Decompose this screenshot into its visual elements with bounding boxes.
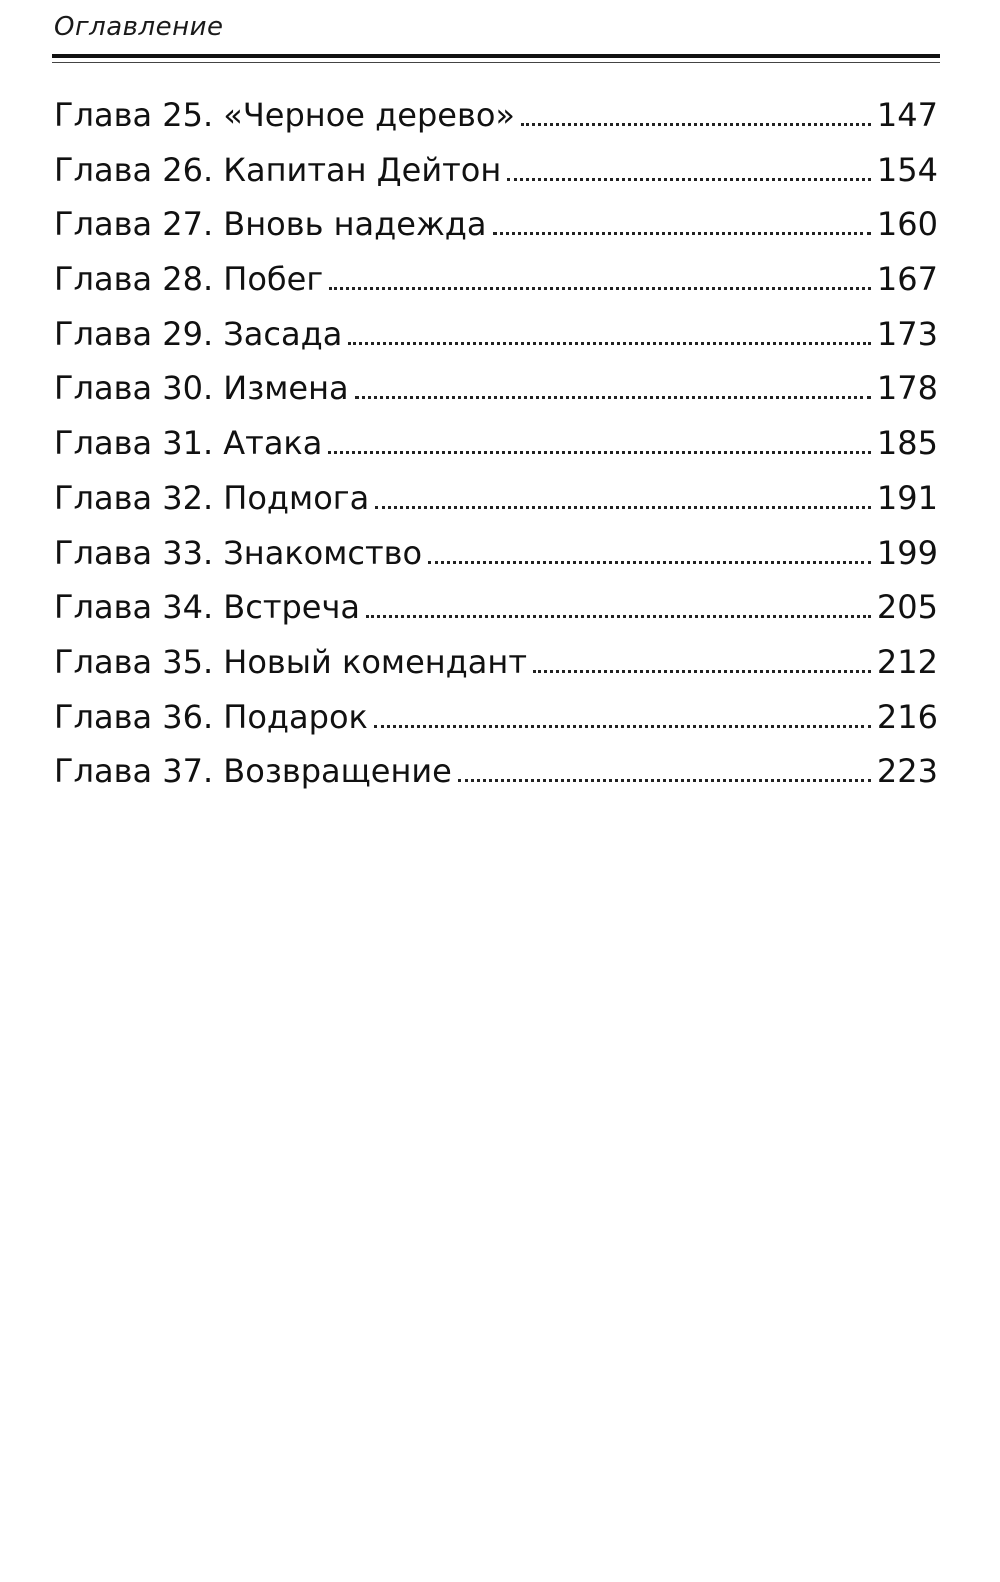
toc-entry-title: Глава 32. Подмога <box>54 478 370 517</box>
toc-entry-title: Глава 37. Возвращение <box>54 752 452 791</box>
toc-entry-page: 167 <box>876 260 938 299</box>
toc-entry-page: 154 <box>876 150 938 189</box>
toc-dot-leader <box>375 506 871 509</box>
toc-entry-page: 178 <box>876 369 938 408</box>
toc-entry <box>54 256 938 311</box>
toc-entry-page: 173 <box>876 314 938 353</box>
toc-dot-leader <box>428 561 871 564</box>
toc-entry-title: Глава 29. Засада <box>54 314 343 353</box>
toc-entry-title: Глава 27. Вновь надежда <box>54 205 487 244</box>
toc-entry <box>54 584 938 639</box>
toc-entry <box>54 365 938 420</box>
toc-dot-leader <box>533 670 871 673</box>
toc-dot-leader <box>348 342 871 345</box>
toc-entry-title: Глава 28. Побег <box>54 260 324 299</box>
toc-entry-page: 185 <box>876 424 938 463</box>
toc-dot-leader <box>458 779 871 782</box>
toc-dot-leader <box>493 232 871 235</box>
toc-dot-leader <box>374 725 871 728</box>
toc-entry <box>54 748 938 803</box>
toc-dot-leader <box>355 396 871 399</box>
running-header: Оглавление <box>54 12 224 42</box>
toc-entry-page: 147 <box>876 96 938 134</box>
toc-dot-leader <box>328 451 871 454</box>
toc-entry-title: Глава 35. Новый комендант <box>54 642 527 681</box>
toc-entry <box>54 201 938 256</box>
toc-entry-title: Глава 25. «Черное дерево» <box>54 96 515 134</box>
toc-dot-leader <box>366 615 871 618</box>
toc-entry-page: 212 <box>876 642 938 681</box>
toc-entry-title: Глава 34. Встреча <box>54 588 360 627</box>
toc-entry <box>54 530 938 585</box>
toc-entry-page: 199 <box>876 533 938 572</box>
toc-entry <box>54 92 938 147</box>
toc-entry-title: Глава 33. Знакомство <box>54 533 423 572</box>
toc-entry-page: 205 <box>876 588 938 627</box>
toc-entry <box>54 639 938 694</box>
toc-entry-title: Глава 26. Капитан Дейтон <box>54 150 502 189</box>
toc-entry-title: Глава 36. Подарок <box>54 697 368 736</box>
toc-entry-page: 216 <box>876 697 938 736</box>
toc-entry-title: Глава 31. Атака <box>54 424 323 463</box>
toc-entry-title: Глава 30. Измена <box>54 369 349 408</box>
header-rule-thin <box>52 62 940 63</box>
toc-entry <box>54 475 938 530</box>
toc-entry-page: 191 <box>876 478 938 517</box>
toc-entry <box>54 420 938 475</box>
toc-entry <box>54 694 938 749</box>
header-rule-thick <box>52 54 940 58</box>
toc-dot-leader <box>507 178 871 181</box>
toc-dot-leader <box>521 123 871 126</box>
toc-entry <box>54 147 938 202</box>
toc-entry-page: 223 <box>876 752 938 791</box>
table-of-contents <box>54 92 938 803</box>
toc-entry <box>54 311 938 366</box>
toc-entry-page: 160 <box>876 205 938 244</box>
toc-dot-leader <box>329 287 871 290</box>
